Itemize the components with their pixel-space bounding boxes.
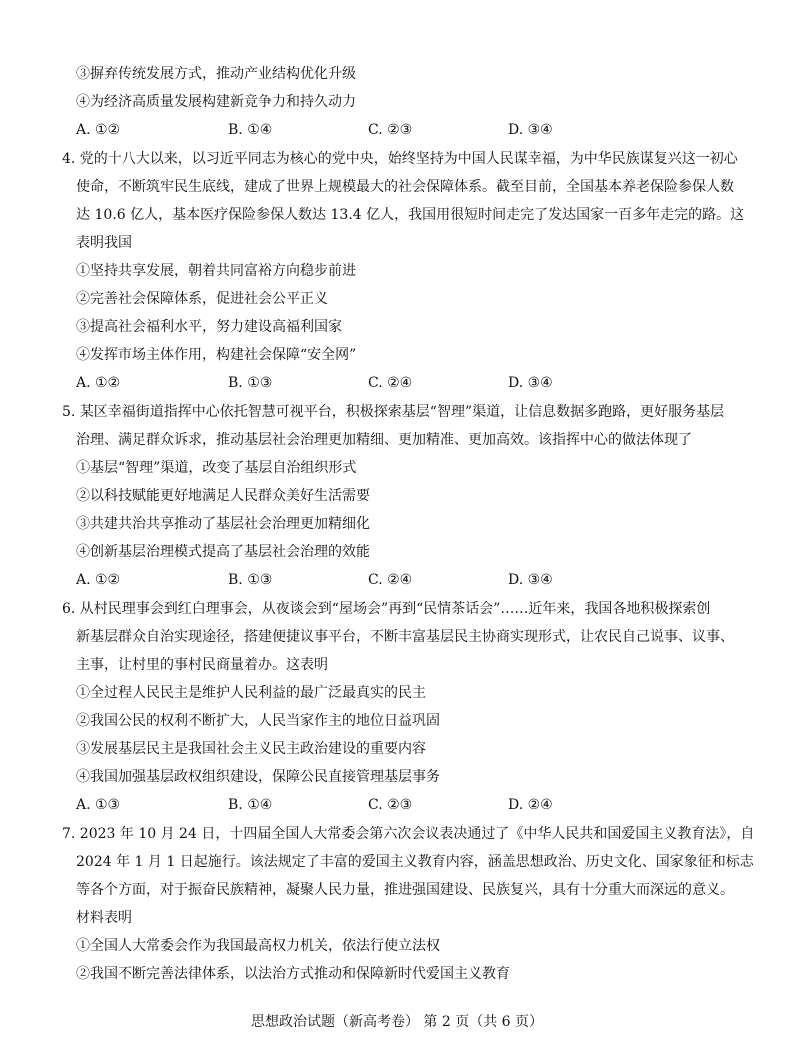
q5-item: ③共建共治共享推动了基层社会治理更加精细化 xyxy=(76,516,370,532)
q6-option-b: B. ①④ xyxy=(228,797,273,813)
q7-stem-line: 材料表明 xyxy=(76,910,132,926)
q3-item-4: ④为经济高质量发展构建新竞争力和持久动力 xyxy=(76,94,356,110)
q7-stem-line: 2024 年 1 月 1 日起施行。该法规定了丰富的爱国主义教育内容，涵盖思想政治、历史文化、国家象征和标志 xyxy=(76,854,754,870)
q4-option-c: C. ②④ xyxy=(368,375,413,391)
q6-option-c: C. ②③ xyxy=(368,797,413,813)
q5-option-a: A. ①② xyxy=(76,572,121,588)
q4-option-a: A. ①② xyxy=(76,375,121,391)
q3-option-d: D. ③④ xyxy=(508,122,553,138)
q3-option-c: C. ②③ xyxy=(368,122,413,138)
q5-option-d: D. ③④ xyxy=(508,572,553,588)
q4-item: ④发挥市场主体作用，构建社会保障“安全网” xyxy=(76,347,357,363)
q4-stem-line: 达 10.6 亿人，基本医疗保险参保人数达 13.4 亿人，我国用很短时间走完了发达国家一百多年走完的路。这 xyxy=(76,207,745,223)
q4-option-d: D. ③④ xyxy=(508,375,553,391)
q6-item: ①全过程人民民主是维护人民利益的最广泛最真实的民主 xyxy=(76,685,426,701)
q5-item: ④创新基层治理模式提高了基层社会治理的效能 xyxy=(76,544,370,560)
q4-item: ②完善社会保障体系，促进社会公平正义 xyxy=(76,291,328,307)
q3-option-b: B. ①④ xyxy=(228,122,273,138)
q4-item: ③提高社会福利水平，努力建设高福利国家 xyxy=(76,319,342,335)
q4-stem-line: 使命，不断筑牢民生底线，建成了世界上规模最大的社会保障体系。截至目前，全国基本养老保险参保人数 xyxy=(76,179,734,195)
q6-stem-line: 6. 从村民理事会到红白理事会，从夜谈会到“屋场会”再到“民情茶话会”……近年来，我国各地积极探索创 xyxy=(62,601,711,617)
q4-item: ①坚持共享发展，朝着共同富裕方向稳步前进 xyxy=(76,263,356,279)
q6-option-d: D. ②④ xyxy=(508,797,553,813)
q5-stem-line: 治理、满足群众诉求，推动基层社会治理更加精细、更加精准、更加高效。该指挥中心的做法体现了 xyxy=(76,432,692,448)
q6-option-a: A. ①③ xyxy=(76,797,121,813)
q6-stem-line: 新基层群众自治实现途径，搭建便捷议事平台，不断丰富基层民主协商实现形式，让农民自己说事、议事、 xyxy=(76,629,734,645)
page-footer: 思想政治试题（新高考卷） 第 2 页（共 6 页） xyxy=(250,1014,544,1030)
q7-item: ①全国人大常委会作为我国最高权力机关，依法行使立法权 xyxy=(76,938,440,954)
q6-item: ③发展基层民主是我国社会主义民主政治建设的重要内容 xyxy=(76,741,426,757)
q7-item: ②我国不断完善法律体系，以法治方式推动和保障新时代爱国主义教育 xyxy=(76,966,510,982)
q6-item: ②我国公民的权利不断扩大，人民当家作主的地位日益巩固 xyxy=(76,713,440,729)
q7-stem-line: 等各个方面，对于振奋民族精神，凝聚人民力量，推进强国建设、民族复兴，具有十分重大而深远的意义。 xyxy=(76,882,734,898)
q5-option-c: C. ②④ xyxy=(368,572,413,588)
q6-stem-line: 主事，让村里的事村民商量着办。这表明 xyxy=(76,657,328,673)
q5-stem-line: 5. 某区幸福街道指挥中心依托智慧可视平台，积极探索基层“智理”渠道，让信息数据多跑路，更好服务基层 xyxy=(62,404,725,420)
q3-item-3: ③摒弃传统发展方式，推动产业结构优化升级 xyxy=(76,66,356,82)
q6-item: ④我国加强基层政权组织建设，保障公民直接管理基层事务 xyxy=(76,769,440,785)
q4-stem-line: 表明我国 xyxy=(76,235,132,251)
q4-stem-line: 4. 党的十八大以来，以习近平同志为核心的党中央，始终坚持为中国人民谋幸福，为中华民族谋复兴这一初心 xyxy=(62,151,738,167)
q5-item: ①基层“智理”渠道，改变了基层自治组织形式 xyxy=(76,460,357,476)
q3-option-a: A. ①② xyxy=(76,122,121,138)
q4-option-b: B. ①③ xyxy=(228,375,273,391)
q7-stem-line: 7. 2023 年 10 月 24 日，十四届全国人大常委会第六次会议表决通过了《中华人民共和国爱国主义教育法》，自 xyxy=(62,826,755,842)
q5-option-b: B. ①③ xyxy=(228,572,273,588)
q5-item: ②以科技赋能更好地满足人民群众美好生活需要 xyxy=(76,488,370,504)
